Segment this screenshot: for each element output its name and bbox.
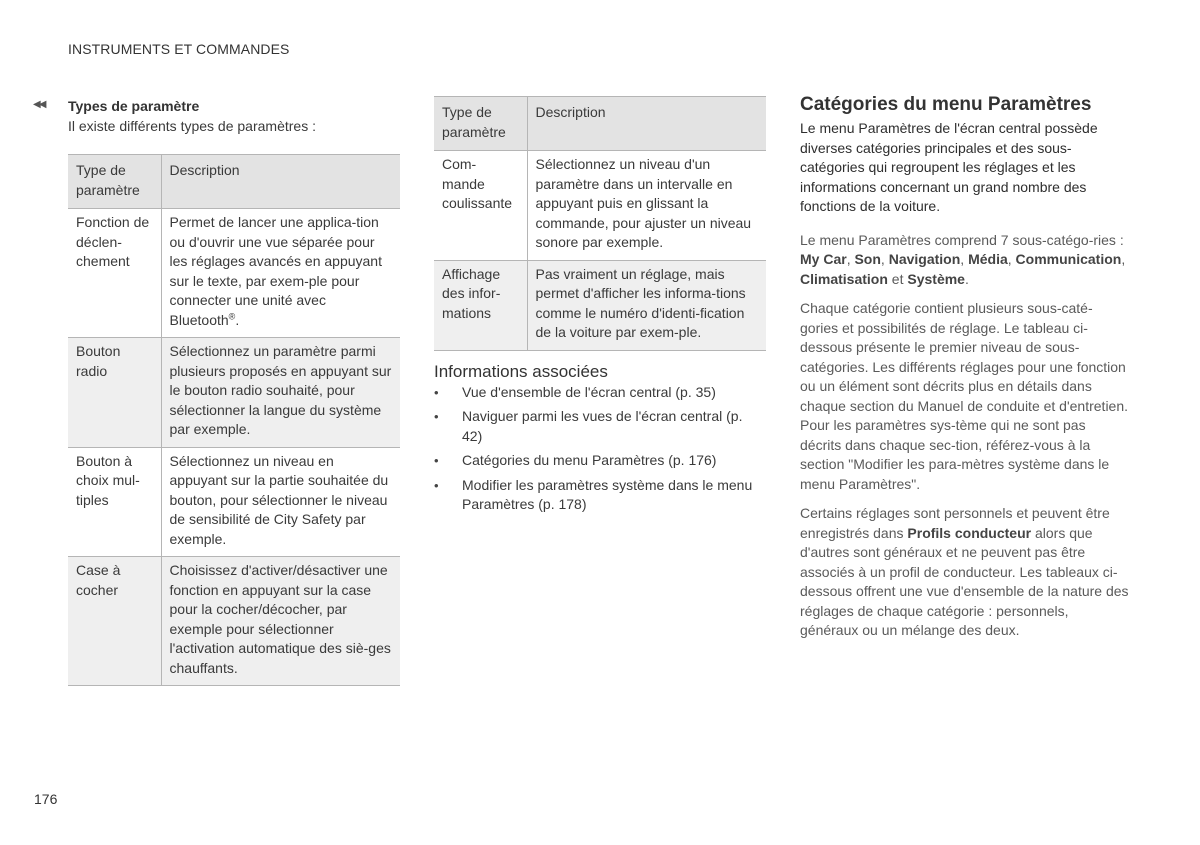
profiles-term: Profils conducteur <box>907 524 1032 541</box>
related-link-text[interactable]: Naviguer parmi les vues de l'écran central (p. 42) <box>462 408 743 444</box>
param-type-cell: Bouton radio <box>68 338 161 448</box>
table-row <box>68 447 400 557</box>
table-row <box>434 260 766 350</box>
table-header-row <box>68 155 400 209</box>
table-row <box>68 209 400 338</box>
profiles-text-suffix: alors que d'autres sont généraux et ne peuvent pas être associés à un profil de conducteur. Les tableaux ci-dessous offrent une vue d'ensemble de la nature des réglages de chaque catégorie : personnels, généraux ou un mélange des deux. <box>800 524 1129 638</box>
separator: et <box>887 270 908 287</box>
param-desc-cell: Choisissez d'activer/désactiver une fonction en appuyant sur la case pour la cocher/décocher, par exemple pour sélectionner l'activation automatique des siè-ges chauffants. <box>161 557 400 686</box>
separator: , <box>846 251 855 267</box>
separator: , <box>1121 251 1126 267</box>
subcategories-paragraph: Chaque catégorie contient plusieurs sous-caté-gories et possibilités de réglage. Le tableau ci-dessous présente le premier niveau de sous-catégories. Les différents réglages pour une fonction ou un élément sont décrits plus en détails dans chaque section du Manuel de conduite et d'entretien. Pour les paramètres sys-tème qui ne sont pas décrits dans chaque sec-tion, référez-vous à la section "Modifier les para-mètres système dans le menu Paramètres". <box>800 300 1129 492</box>
profiles-paragraph <box>800 504 1130 641</box>
profiles-text-prefix: Certains réglages sont personnels et peuvent être enregistrés dans <box>800 505 1110 541</box>
categories-paragraph <box>800 231 1130 290</box>
category-name: Navigation <box>888 251 961 267</box>
category-name: Climatisation <box>800 270 888 287</box>
separator: . <box>964 270 969 287</box>
separator: , <box>1007 251 1016 267</box>
param-type-cell: Fonction de déclen-chement <box>68 209 161 338</box>
related-link[interactable] <box>434 451 766 471</box>
column-header-type: Type de paramètre <box>434 97 527 151</box>
column-header-description: Description <box>161 155 400 209</box>
related-link-text[interactable]: Catégories du menu Paramètres (p. 176) <box>462 452 717 468</box>
table-row <box>434 151 766 261</box>
double-left-arrow-icon: ◀◀ <box>33 99 45 110</box>
bullet-icon: • <box>434 384 439 400</box>
registered-mark: ® <box>228 310 236 321</box>
category-name: Système <box>907 270 965 287</box>
table-row <box>68 338 400 448</box>
related-link-text[interactable]: Modifier les paramètres système dans le menu Paramètres (p. 178) <box>462 476 753 512</box>
param-desc-cell <box>161 209 400 338</box>
bullet-icon: • <box>434 453 439 468</box>
related-link[interactable] <box>434 476 766 515</box>
section-intro: Il existe différents types de paramètres : <box>68 118 316 134</box>
column-right <box>800 93 1130 651</box>
category-name: My Car <box>800 251 847 267</box>
table-row <box>68 557 400 686</box>
param-type-cell: Bouton à choix mul-tiples <box>68 447 161 557</box>
param-desc-cell: Sélectionnez un niveau d'un paramètre dans un intervalle en appuyant puis en glissant la commande, pour ajuster un niveau sonore par exemple. <box>527 151 766 261</box>
parameter-types-table <box>68 154 400 686</box>
page-number: 176 <box>34 791 58 807</box>
category-name: Communication <box>1015 251 1122 267</box>
separator: , <box>880 251 889 267</box>
category-name: Média <box>968 251 1008 267</box>
column-middle <box>434 96 766 520</box>
related-link[interactable] <box>434 407 766 446</box>
parameter-types-table-continued <box>434 96 766 351</box>
column-left <box>68 96 400 686</box>
param-type-cell: Com-mande coulissante <box>434 151 527 261</box>
param-type-cell: Case à cocher <box>68 557 161 686</box>
param-desc-cell: Pas vraiment un réglage, mais permet d'afficher les informa-tions comme le numéro d'identi-fication de la voiture par exem-ple. <box>527 260 766 350</box>
bullet-icon: • <box>434 409 439 424</box>
param-desc-tail: . <box>235 311 240 328</box>
column-header-type: Type de paramètre <box>68 155 161 209</box>
separator: , <box>960 251 969 267</box>
param-desc-cell: Sélectionnez un paramètre parmi plusieurs proposés en appuyant sur le bouton radio souhaité, pour sélectionner la langue du système par exemple. <box>161 338 400 448</box>
related-link-text[interactable]: Vue d'ensemble de l'écran central (p. 35) <box>462 383 716 400</box>
column-header-description: Description <box>527 97 766 151</box>
section-title: Types de paramètre <box>68 98 200 114</box>
table-header-row <box>434 97 766 151</box>
bullet-icon: • <box>434 477 439 493</box>
param-desc-cell: Sélectionnez un niveau en appuyant sur la partie souhaitée du bouton, pour sélectionner le niveau de sensibilité de City Safety par exemple. <box>161 447 400 557</box>
related-info-title: Informations associées <box>434 361 608 381</box>
categories-intro: Le menu Paramètres comprend 7 sous-catégo-ries : <box>800 231 1124 248</box>
intro-paragraph: Le menu Paramètres de l'écran central possède diverses catégories principales et des sous-catégories qui regroupent les réglages et les informations concernant un grand nombre des fonctions de la voiture. <box>800 120 1098 214</box>
section-heading: Catégories du menu Paramètres <box>800 94 1092 115</box>
related-link[interactable] <box>434 383 766 403</box>
related-links-list <box>434 383 766 515</box>
param-type-cell: Affichage des infor-mations <box>434 260 527 350</box>
page-header: INSTRUMENTS ET COMMANDES <box>68 41 290 57</box>
param-desc-text: Permet de lancer une applica-tion ou d'ouvrir une vue séparée pour les réglages avancés en appuyant sur le texte, par exem-ple pour connecter une unité avec Bluetooth <box>169 214 382 328</box>
category-name: Son <box>854 251 881 267</box>
